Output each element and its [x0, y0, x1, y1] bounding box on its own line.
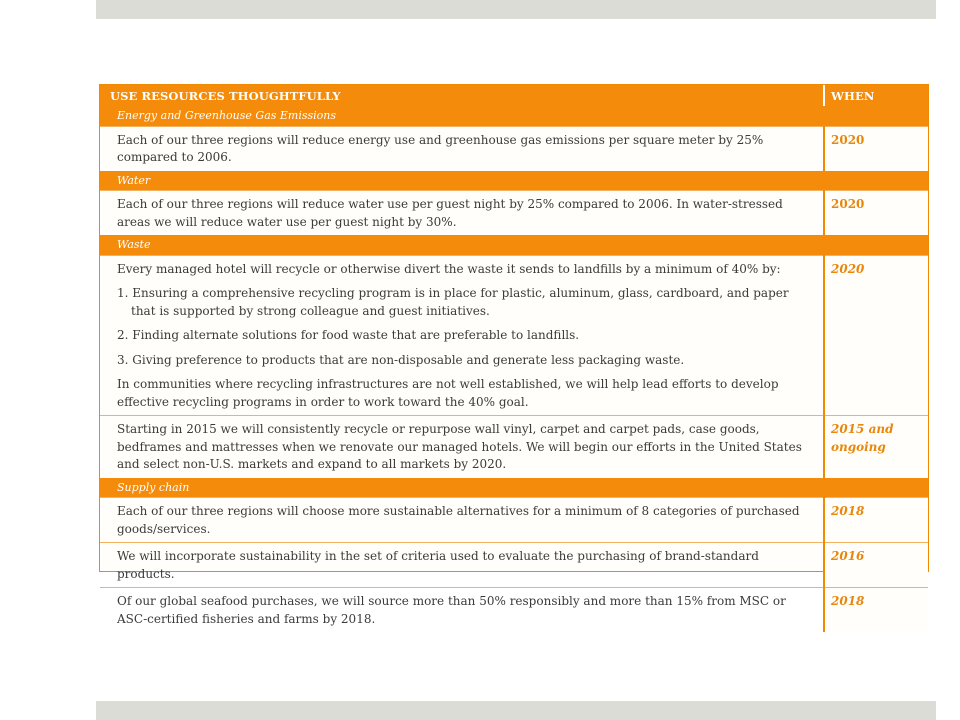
top-gray-bar: [96, 0, 936, 19]
goal-text: [100, 588, 824, 633]
table-row: [100, 588, 928, 633]
goal-when: 2018: [824, 498, 928, 543]
goal-when: 2020: [824, 126, 928, 171]
table-row: [100, 255, 928, 416]
section-header: [100, 106, 928, 126]
table-header-row: [100, 85, 928, 106]
section-title-supply-chain: Supply chain: [100, 478, 928, 498]
goal-paragraph: Every managed hotel will recycle or otherwise divert the waste it sends to landfills by a minimum of 40% by:: [117, 261, 781, 276]
goal-paragraph: Starting in 2015 we will consistently recycle or repurpose wall vinyl, carpet and carpet pads, case goods, bedframes and mattresses when we renovate our managed hotels. We will begin our efforts in the United States and select non-U.S. markets and expand to all markets by 2020.: [117, 422, 802, 471]
goal-paragraph: Of our global seafood purchases, we will source more than 50% responsibly and more than 15% from MSC or ASC-certified fisheries and farms by 2018.: [117, 594, 786, 626]
goal-when: 2016: [824, 543, 928, 588]
goal-when: 2018: [824, 588, 928, 633]
goal-paragraph: Each of our three regions will reduce energy use and greenhouse gas emissions per square meter by 25% compared to 2006.: [117, 132, 764, 164]
goals-table-frame: [99, 84, 929, 626]
goal-paragraph: Each of our three regions will choose more sustainable alternatives for a minimum of 8 categories of purchased goods/services.: [117, 504, 800, 536]
goal-text: [100, 191, 824, 236]
goal-text: [100, 416, 824, 478]
goal-list-item: 3. Giving preference to products that are non-disposable and generate less packaging waste.: [117, 352, 685, 367]
header-goal: USE RESOURCES THOUGHTFULLY: [100, 85, 824, 106]
section-header: [100, 235, 928, 255]
table-row: [100, 543, 928, 588]
table-row: [100, 416, 928, 478]
goal-text: [100, 498, 824, 543]
table-row: [100, 498, 928, 543]
section-header: [100, 171, 928, 191]
header-when: WHEN: [824, 85, 928, 106]
goals-table: [100, 85, 928, 632]
goal-when: 2015 and ongoing: [824, 416, 928, 478]
section-title-waste: Waste: [100, 235, 928, 255]
goal-list-item: 1. Ensuring a comprehensive recycling program is in place for plastic, aluminum, glass, cardboard, and paper that is supported by strong colleague and guest initiatives.: [117, 286, 789, 318]
goal-when: 2020: [824, 255, 928, 416]
section-title-water: Water: [100, 171, 928, 191]
goal-paragraph: In communities where recycling infrastructures are not well established, we will help lead efforts to develop effective recycling programs in order to work toward the 40% goal.: [117, 377, 779, 409]
table-row: [100, 191, 928, 236]
goal-text: [100, 126, 824, 171]
goal-when: 2020: [824, 191, 928, 236]
goal-text: [100, 255, 824, 416]
goal-list-item: 2. Finding alternate solutions for food waste that are preferable to landfills.: [117, 328, 580, 342]
section-header: [100, 478, 928, 498]
goal-text: [100, 543, 824, 588]
goal-paragraph: Each of our three regions will reduce water use per guest night by 25% compared to 2006. In water-stressed areas we will reduce water use per guest night by 30%.: [117, 197, 783, 229]
goal-paragraph: We will incorporate sustainability in the set of criteria used to evaluate the purchasing of brand-standard products.: [117, 549, 759, 581]
section-title-energy: Energy and Greenhouse Gas Emissions: [100, 106, 928, 126]
table-row: [100, 126, 928, 171]
bottom-gray-bar: [96, 701, 936, 720]
